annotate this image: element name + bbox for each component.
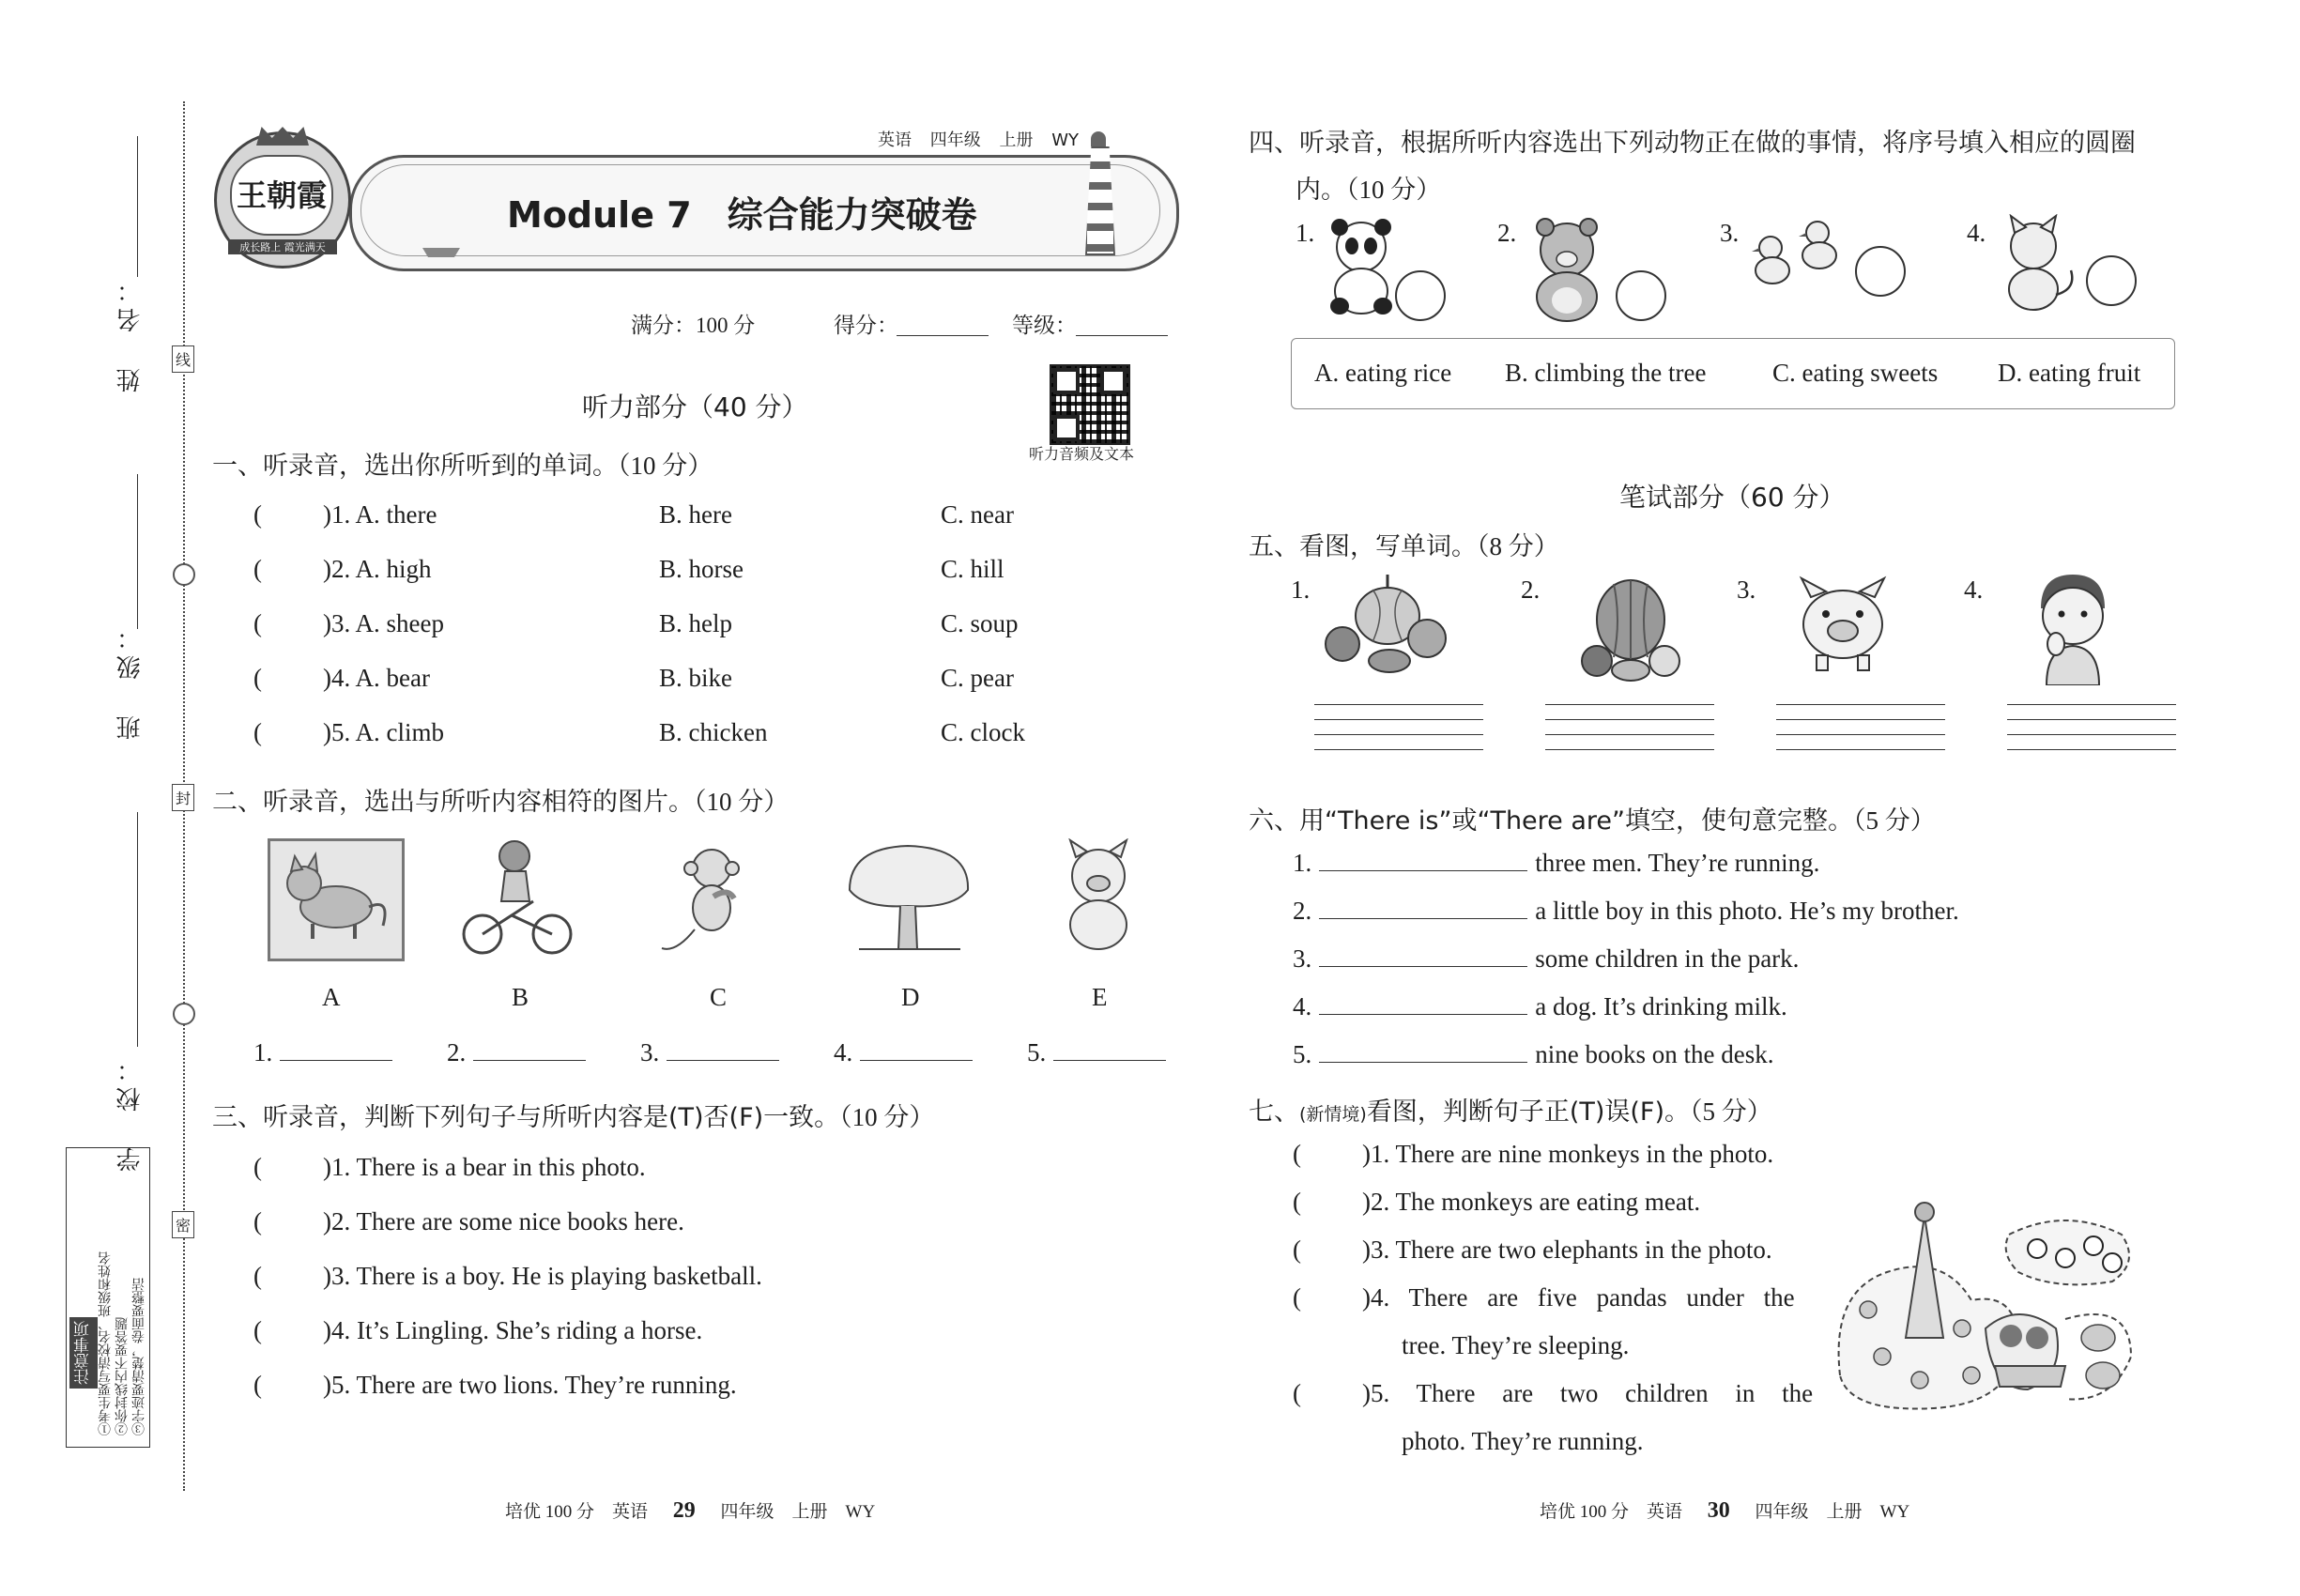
item-number: 2. (1293, 897, 1312, 925)
s5-writing-lines-3[interactable] (1776, 704, 1945, 770)
answer-paren[interactable]: ( (253, 1371, 262, 1399)
answer-paren[interactable]: ( (253, 664, 262, 692)
grade-field[interactable] (1076, 335, 1168, 336)
s1-item-c: C. pear (941, 664, 1014, 692)
s2-answer-5 (1027, 1037, 1166, 1067)
name-label: 姓 名： (116, 272, 145, 392)
footer-left (505, 1497, 875, 1524)
tag-term: 上册 (999, 130, 1034, 150)
brand-logo (214, 131, 351, 269)
s2-title (212, 781, 789, 818)
answer-number: 1. (253, 1038, 273, 1067)
s1-item-a: )4. A. bear (323, 664, 430, 692)
s1-points: （10 分） (618, 452, 713, 480)
logo-text: 王朝霞 (236, 177, 327, 213)
s1-title (212, 445, 713, 482)
s4-option-a: A. eating rice (1314, 359, 1452, 387)
s1-item (253, 500, 1014, 555)
s1-list (253, 500, 1025, 773)
binding-hole-2 (173, 1003, 195, 1025)
s7-item-text: tree. They’re sleeping. (1402, 1331, 1630, 1359)
s3-item (253, 1371, 737, 1425)
s7-item-cont (1293, 1331, 1814, 1379)
s1-item-c: C. clock (941, 718, 1025, 746)
s4-chicks-picture (1744, 214, 1848, 299)
qr-code[interactable] (1050, 364, 1130, 445)
zoo-scene-picture (1831, 1188, 2140, 1422)
footer-right (1540, 1497, 1909, 1524)
answer-blank[interactable] (860, 1037, 973, 1061)
score-field[interactable] (897, 335, 989, 336)
zoo-scene-icon (1831, 1188, 2140, 1422)
chick-icon (1744, 214, 1848, 299)
full-score: 满分：100 分 (631, 314, 756, 337)
footer-rest: 四年级 上册 WY (1755, 1502, 1910, 1522)
header-tags (878, 127, 1079, 151)
s7-item-text: photo. They’re running. (1402, 1427, 1644, 1455)
s6-item (1293, 848, 1959, 896)
s7-item-text: )2. The monkeys are eating meat. (1362, 1188, 1701, 1216)
s3-item (253, 1262, 762, 1316)
s6-item (1293, 991, 1959, 1039)
picture-label-b: B (512, 983, 529, 1011)
s4-option-c: C. eating sweets (1772, 359, 1939, 387)
s5-number-3: 3. (1737, 575, 1756, 604)
tag-grade: 四年级 (929, 130, 981, 150)
class-field[interactable] (137, 474, 138, 629)
logo-crown-icon (256, 127, 309, 146)
s5-pig-picture (1788, 573, 1896, 678)
fill-blank[interactable] (1319, 944, 1527, 967)
bike-icon (460, 836, 577, 958)
s1-item (253, 664, 1014, 718)
answer-paren[interactable]: ( (253, 1262, 262, 1290)
s2-answer-2 (447, 1037, 586, 1067)
s4-number-1: 1. (1296, 219, 1315, 247)
answer-number: 3. (640, 1038, 660, 1067)
s1-title-text: 一、听录音，选出你所听到的单词。 (212, 452, 618, 481)
fill-blank[interactable] (1319, 896, 1527, 919)
notice-item-1: ①考生要写清校名、班级和姓名 (99, 1251, 113, 1435)
answer-paren[interactable]: ( (1293, 1235, 1301, 1264)
answer-paren[interactable]: ( (253, 718, 262, 746)
s6-points: （5 分） (1853, 806, 1936, 835)
score-label: 得分： (834, 314, 898, 338)
fill-blank[interactable] (1319, 1039, 1527, 1063)
answer-paren[interactable]: ( (253, 609, 262, 637)
s4-title-2 (1296, 169, 1441, 206)
picture-b-girl-bike[interactable] (460, 836, 577, 958)
s1-item-c: C. near (941, 500, 1014, 529)
s4-number-3: 3. (1720, 219, 1740, 247)
answer-paren[interactable]: ( (253, 1316, 262, 1344)
s1-item-b: B. horse (659, 555, 744, 583)
s7-list (1293, 1140, 1814, 1475)
ship-icon (422, 248, 460, 257)
picture-label-c: C (710, 983, 728, 1011)
s6-item (1293, 944, 1959, 991)
picture-e-pig[interactable] (1042, 838, 1155, 958)
fold-mark-mid: 封 (172, 784, 194, 811)
picture-a-cat[interactable] (268, 838, 405, 961)
picture-d-tree[interactable] (840, 838, 976, 958)
item-number: 4. (1293, 992, 1312, 1021)
s1-item (253, 718, 1025, 773)
answer-number: 5. (1027, 1038, 1047, 1067)
s3-item-text: )5. There are two lions. They’re running. (323, 1371, 737, 1399)
s2-answer-1 (253, 1037, 392, 1067)
school-field[interactable] (137, 812, 138, 1047)
s4-number-2: 2. (1497, 219, 1517, 247)
lighthouse-icon (1080, 131, 1117, 253)
s5-number-4: 4. (1964, 575, 1984, 604)
s1-item-b: B. chicken (659, 718, 768, 746)
item-number: 3. (1293, 944, 1312, 973)
picture-c-monkey[interactable] (657, 840, 765, 958)
s2-points: （10 分） (694, 788, 790, 816)
s5-number-2: 2. (1521, 575, 1541, 604)
pig-icon (1042, 838, 1155, 958)
s7-item-text: )3. There are two elephants in the photo. (1362, 1235, 1772, 1264)
notice-box (66, 1147, 150, 1448)
vegetables-icon (1314, 571, 1455, 676)
name-field[interactable] (137, 136, 138, 277)
s1-item (253, 555, 1004, 609)
new-context-tag: (新情境) (1299, 1104, 1367, 1125)
page-number: 29 (672, 1498, 696, 1523)
fill-blank[interactable] (1319, 848, 1527, 871)
s1-item-c: C. soup (941, 609, 1019, 637)
bear-icon (1523, 214, 1612, 322)
footer-book: 培优 100 分 英语 (1540, 1502, 1683, 1522)
s3-item (253, 1207, 684, 1262)
item-text: three men. They’re running. (1535, 849, 1820, 877)
s1-item-a: )2. A. high (323, 555, 432, 583)
footer-book: 培优 100 分 英语 (505, 1502, 649, 1522)
s6-item (1293, 896, 1959, 944)
s7-item (1293, 1140, 1814, 1188)
s5-points: （8 分） (1477, 532, 1559, 560)
tag-subject: 英语 (878, 130, 912, 150)
page-title: Module 7 综合能力突破卷 (507, 194, 977, 236)
fill-blank[interactable] (1319, 991, 1527, 1015)
picture-label-d: D (901, 983, 920, 1011)
s6-title (1249, 800, 1936, 836)
s4-options-box (1291, 338, 2175, 409)
answer-paren[interactable]: ( (253, 500, 262, 529)
s2-title-text: 二、听录音，选出与所听内容相符的图片。 (212, 788, 694, 817)
s4-bear-picture (1523, 214, 1612, 322)
s2-answer-3 (640, 1037, 779, 1067)
answer-circle-1[interactable] (1395, 270, 1446, 321)
s4-option-b: B. climbing the tree (1505, 359, 1707, 387)
s7-points: （5 分） (1690, 1097, 1772, 1126)
s5-vegetables-picture (1314, 571, 1455, 676)
s7-item (1293, 1283, 1814, 1331)
item-text: a dog. It’s drinking milk. (1535, 992, 1787, 1021)
s2-answer-4 (834, 1037, 973, 1067)
grade-label: 等级： (1012, 314, 1077, 338)
answer-paren[interactable]: ( (1293, 1188, 1301, 1216)
s3-item-text: )2. There are some nice books here. (323, 1207, 684, 1235)
s7-item (1293, 1188, 1814, 1235)
s4-option-d: D. eating fruit (1998, 359, 2141, 387)
answer-blank[interactable] (473, 1037, 586, 1061)
s1-item-b: B. bike (659, 664, 732, 692)
s4-title: 四、听录音，根据所听内容选出下列动物正在做的事情，将序号填入相应的圆圈 (1249, 129, 2136, 158)
picture-label-e: E (1092, 983, 1108, 1011)
writing-title: 笔试部分（60 分） (1619, 482, 1846, 513)
s4-number-4: 4. (1967, 219, 1986, 247)
answer-circle-4[interactable] (2086, 255, 2137, 306)
s3-item (253, 1316, 703, 1371)
notice-title: 注意事项 (69, 1317, 98, 1389)
s1-item-c: C. hill (941, 555, 1004, 583)
s1-item-b: B. here (659, 500, 732, 529)
s5-boy-picture (2028, 571, 2117, 685)
cat-icon (270, 841, 396, 953)
s6-item (1293, 1039, 1959, 1087)
s5-number-1: 1. (1291, 575, 1311, 604)
s5-title (1249, 526, 1559, 562)
answer-blank[interactable] (1053, 1037, 1166, 1061)
s3-item-text: )1. There is a bear in this photo. (323, 1153, 646, 1181)
s5-writing-lines-4[interactable] (2007, 704, 2176, 770)
s4-points: （10 分） (1346, 176, 1442, 204)
s3-item-text: )4. It’s Lingling. She’s riding a horse. (323, 1316, 703, 1344)
tag-edition: WY (1051, 130, 1079, 150)
answer-paren[interactable]: ( (1293, 1379, 1301, 1407)
answer-blank[interactable] (280, 1037, 392, 1061)
s7-item-text: )4. There are five pandas under the (1362, 1283, 1795, 1312)
pig-face-icon (1788, 573, 1896, 678)
footer-rest: 四年级 上册 WY (720, 1502, 876, 1522)
s3-list (253, 1153, 762, 1425)
s3-title-text: 三、听录音，判断下列句子与所听内容是(T)否(F)一致。 (212, 1103, 840, 1132)
s5-title-text: 五、看图，写单词。 (1249, 532, 1477, 561)
s7-title-pre: 七、 (1249, 1097, 1299, 1127)
s7-item (1293, 1379, 1814, 1427)
binding-margin (0, 0, 197, 1596)
fold-mark-top: 线 (172, 345, 194, 373)
s5-writing-lines-1[interactable] (1314, 704, 1483, 770)
answer-paren[interactable]: ( (253, 1207, 262, 1235)
school-label: 学 校： (116, 1051, 145, 1172)
class-label: 班 级： (116, 620, 145, 740)
fruit-icon (1572, 571, 1690, 685)
s5-writing-lines-2[interactable] (1545, 704, 1714, 770)
cat-sitting-icon (1990, 214, 2079, 313)
answer-circle-2[interactable] (1616, 270, 1666, 321)
boy-icon (2028, 571, 2117, 685)
answer-paren[interactable]: ( (1293, 1283, 1301, 1312)
panda-icon (1319, 214, 1403, 317)
s1-item-a: )5. A. climb (323, 718, 444, 746)
answer-circle-3[interactable] (1855, 246, 1906, 297)
fold-mark-bottom: 密 (172, 1211, 194, 1238)
s1-item (253, 609, 1019, 664)
page-number: 30 (1707, 1498, 1730, 1523)
answer-paren[interactable]: ( (253, 555, 262, 583)
picture-label-a: A (322, 983, 341, 1011)
qr-caption: 听力音频及文本 (1029, 445, 1135, 463)
item-text: some children in the park. (1535, 944, 1800, 973)
binding-hole-1 (173, 563, 195, 586)
monkey-icon (657, 840, 765, 958)
listening-title: 听力部分（40 分） (582, 391, 808, 422)
s3-item-text: )3. There is a boy. He is playing basketball. (323, 1262, 762, 1290)
s3-item (253, 1153, 646, 1207)
tree-icon (840, 838, 976, 958)
s5-fruit-picture (1572, 571, 1690, 685)
s4-cat-picture (1990, 214, 2079, 313)
s4-title-text-2: 内。 (1296, 176, 1346, 205)
s4-panda-picture (1319, 214, 1403, 317)
s1-item-b: B. help (659, 609, 732, 637)
notice-item-2: ②你封线内不要答题 (115, 1317, 130, 1435)
logo-subtitle: 成长路上 霞光满天 (228, 239, 337, 254)
item-number: 1. (1293, 849, 1312, 877)
answer-number: 2. (447, 1038, 467, 1067)
s7-item (1293, 1235, 1814, 1283)
item-number: 5. (1293, 1040, 1312, 1068)
s3-points: （10 分） (839, 1103, 935, 1131)
s7-title-text: 看图，判断句子正(T)误(F)。 (1366, 1097, 1690, 1127)
answer-paren[interactable]: ( (253, 1153, 262, 1181)
s6-list (1293, 848, 1959, 1087)
s1-item-a: )1. A. there (323, 500, 437, 529)
s6-title-text: 六、用“There is”或“There are”填空，使句意完整。 (1249, 806, 1854, 836)
s3-title (212, 1097, 934, 1133)
s7-item-text: )5. There are two children in the (1362, 1379, 1814, 1407)
answer-paren[interactable]: ( (1293, 1140, 1301, 1168)
notice-item-3: ③字迹要清楚，卷面要整洁 (132, 1278, 146, 1435)
item-text: nine books on the desk. (1535, 1040, 1774, 1068)
s1-item-a: )3. A. sheep (323, 609, 444, 637)
s7-item-text: )1. There are nine monkeys in the photo. (1362, 1140, 1774, 1168)
item-text: a little boy in this photo. He’s my brother. (1535, 897, 1959, 925)
s7-item-cont (1293, 1427, 1814, 1475)
s7-title (1249, 1091, 1772, 1128)
answer-blank[interactable] (667, 1037, 779, 1061)
answer-number: 4. (834, 1038, 853, 1067)
